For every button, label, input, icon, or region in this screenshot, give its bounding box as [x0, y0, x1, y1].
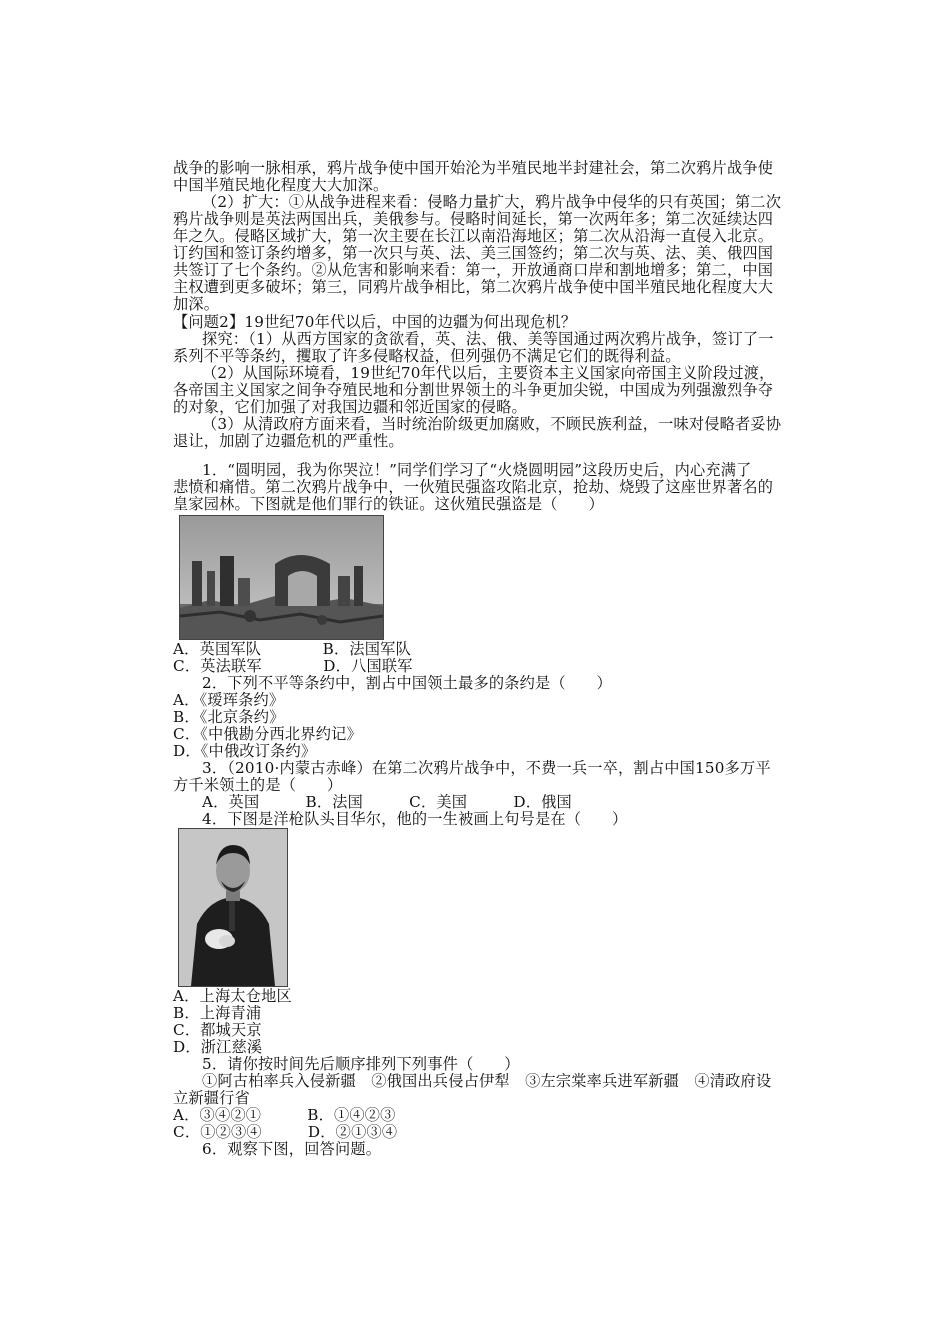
option-line: B．上海青浦: [173, 1004, 262, 1022]
text-line: 系列不平等条约，攫取了许多侵略权益，但列强仍不满足它们的既得利益。: [173, 347, 681, 365]
text-line: 战争的影响一脉相承，鸦片战争使中国开始沦为半殖民地半封建社会，第二次鸦片战争使: [173, 159, 774, 177]
text-line: （2）扩大：①从战争进程来看：侵略力量扩大，鸦片战争中侵华的只有英国；第二次: [202, 193, 782, 211]
ward-portrait-photo: [178, 828, 288, 987]
text-line: 退让，加剧了边疆危机的严重性。: [173, 432, 404, 450]
option-line: D．浙江慈溪: [173, 1038, 263, 1056]
option-line: D．《中俄改订条约》: [173, 742, 317, 760]
text-line: 悲愤和痛惜。第二次鸦片战争中，一伙殖民强盗攻陷北京，抢劫、烧毁了这座世界著名的: [173, 478, 774, 496]
text-line: 立新疆行省: [173, 1089, 250, 1107]
text-line: 年之久。侵略区域扩大，第一次主要在长江以南沿海地区；第二次从沿海一直侵入北京。: [173, 227, 774, 245]
option-line: A．③④②① B．①④②③: [173, 1106, 396, 1124]
text-line: 探究：（1）从西方国家的贪欲看，英、法、俄、美等国通过两次鸦片战争，签订了一: [202, 330, 774, 348]
option-line: C．英法联军 D．八国联军: [173, 657, 413, 675]
option-line: C．都城天京: [173, 1021, 262, 1039]
option-line: A．《瑷珲条约》: [173, 691, 285, 709]
option-line: A．英国 B．法国 C．美国 D．俄国: [202, 793, 572, 811]
text-line: 皇家园林。下图就是他们罪行的铁证。这伙殖民强盗是（ ）: [173, 495, 604, 513]
text-line: 各帝国主义国家之间争夺殖民地和分割世界领土的斗争更加尖锐，中国成为列强激烈争夺: [173, 381, 774, 399]
text-line: 鸦片战争则是英法两国出兵，美俄参与。侵略时间延长，第一次两年多；第二次延续达四: [173, 210, 774, 228]
text-line: （3）从清政府方面来看，当时统治阶级更加腐败，不顾民族利益，一味对侵略者妥协: [202, 415, 782, 433]
question-5: 5．请你按时间先后顺序排列下列事件（ ）: [202, 1055, 520, 1073]
text-line: 共签订了七个条约。②从危害和影响来看：第一，开放通商口岸和割地增多；第二，中国: [173, 261, 774, 279]
text-line: 的对象，它们加强了对我国边疆和邻近国家的侵略。: [173, 398, 527, 416]
option-line: C．《中俄勘分西北界约记》: [173, 725, 362, 743]
option-line: C．①②③④ D．②①③④: [173, 1123, 398, 1141]
option-line: A．英国军队 B．法国军队: [173, 640, 411, 658]
text-line: ①阿古柏率兵入侵新疆 ②俄国出兵侵占伊犁 ③左宗棠率兵进军新疆 ④清政府设: [202, 1072, 772, 1090]
text-line: （2）从国际环境看，19世纪70年代以后，主要资本主义国家向帝国主义阶段过渡，: [202, 364, 775, 382]
question-1: 1．“圆明园，我为你哭泣！”同学们学习了“火烧圆明园”这段历史后，内心充满了: [202, 461, 752, 479]
question-4: 4．下图是洋枪队头目华尔，他的一生被画上句号是在（ ）: [202, 810, 628, 828]
text-line: 加深。: [173, 295, 220, 313]
option-line: A．上海太仓地区: [173, 987, 292, 1005]
question-heading: 【问题2】19世纪70年代以后，中国的边疆为何出现危机？: [173, 313, 577, 331]
text-line: 方千米领土的是（ ）: [173, 776, 343, 794]
option-line: B．《北京条约》: [173, 708, 285, 726]
question-2: 2．下列不平等条约中，割占中国领土最多的条约是（ ）: [202, 674, 612, 692]
text-line: 中国半殖民地化程度大大加深。: [173, 176, 389, 194]
question-3: 3．（2010·内蒙古赤峰）在第二次鸦片战争中，不费一兵一卒，割占中国150多万平: [202, 759, 771, 777]
text-line: 主权遭到更多破坏；第三，同鸦片战争相比，第二次鸦片战争使中国半殖民地化程度大大: [173, 278, 774, 296]
question-6: 6．观察下图，回答问题。: [202, 1140, 382, 1158]
text-line: 订约国和签订条约增多，第一次只与英、法、美三国签约；第二次与英、法、美、俄四国: [173, 244, 774, 262]
yuanmingyuan-ruins-photo: [179, 515, 384, 640]
